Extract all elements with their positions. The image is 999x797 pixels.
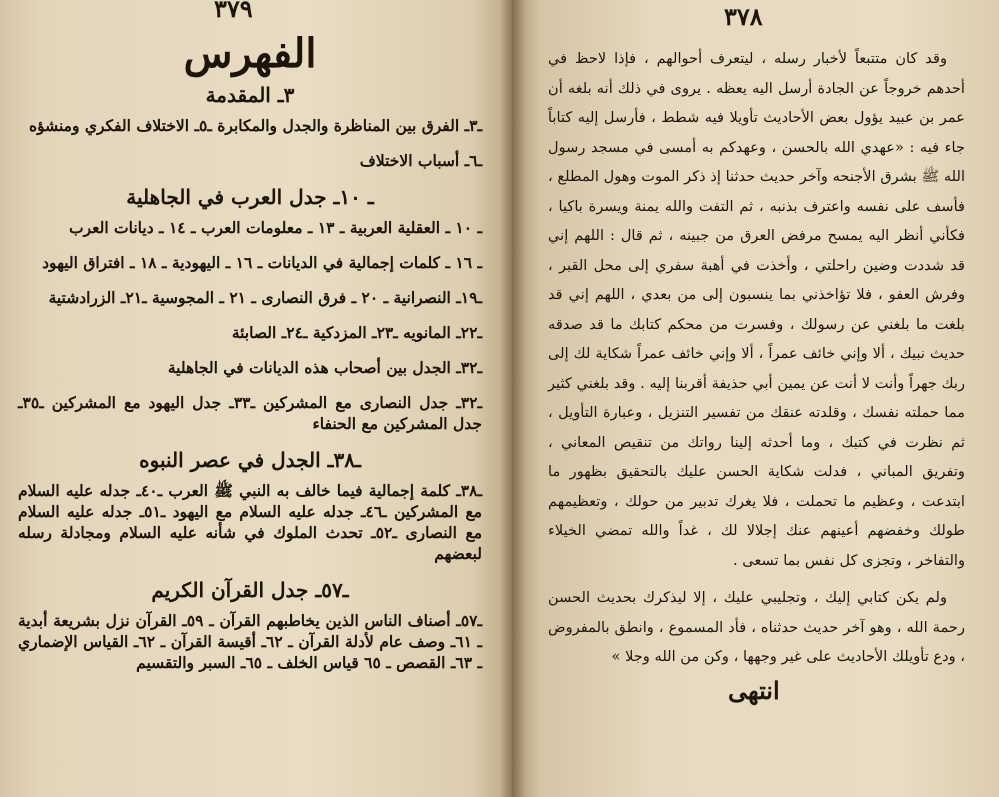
index-entry: ـ٥٧ـ أصناف الناس الذين يخاطبهم القرآن ـ ٥٩ـ القرآن نزل بشريعة أبدية ـ ٦١ـ وصف عام لأدلة القرآن ـ ٦٢ـ أقيسة القرآن ـ ٦٢ـ القياس الإضماري ـ ٦٣ـ القصص ـ ٦٥ قياس الخلف ـ ٦٥ـ السبر والتقسيم — [18, 611, 483, 672]
index-section-heading: ٣ـ المقدمة — [205, 83, 295, 107]
index-entry: ـ١٩ـ النصرانية ـ ٢٠ ـ فرق النصارى ـ ٢١ ـ المجوسية ـ٢١ـ الزرادشتية — [48, 288, 482, 307]
index-entry: ـ٣٢ـ جدل النصارى مع المشركين ـ٣٣ـ جدل اليهود مع المشركين ـ٣٥ـ جدل المشركين مع الحنفاء — [18, 393, 482, 433]
index-section-heading: ـ٥٧ـ جدل القرآن الكريم — [151, 578, 349, 602]
index-entry: ـ٣٢ـ الجدل بين أصحاب هذه الديانات في الجاهلية — [167, 358, 482, 377]
ending-word: انتهى — [728, 675, 780, 705]
page-number-right: ٣٧٨ — [724, 2, 763, 31]
index-section-heading: ـ ١٠ـ جدل العرب في الجاهلية — [126, 185, 374, 209]
index-entry: ـ٢٢ـ المانويه ـ٢٣ـ المزدكية ـ٢٤ـ الصابئة — [231, 323, 482, 342]
index-entry: ـ٣٨ـ كلمة إجمالية فيما خالف به النبي ﷺ العرب ـ٤٠ـ جدله عليه السلام مع المشركين ـ٤٦ـ جدله عليه السلام مع اليهود ـ٥١ـ جدله عليه السلام مع النصارى ـ٥٢ـ تحدث الملوك في شأنه عليه السلام ومجادلة رسله لبعضهم — [18, 481, 483, 563]
page-number-left: ٣٧٩ — [214, 0, 253, 23]
index-entry: ـ ١٠ ـ العقلية العربية ـ ١٣ ـ معلومات العرب ـ ١٤ ـ ديانات العرب — [69, 218, 482, 237]
index-title: الفهرس — [183, 30, 317, 77]
index-entry: ـ٦ـ أسباب الاختلاف — [359, 151, 482, 170]
index-list — [18, 83, 482, 673]
paragraph: ولم يكن كتابي إليك ، وتجليبي عليك ، إلا ليذكرك بحديث الحسن رحمة الله ، وهو آخر حديث حدثناه ، فأد المسموع ، وانطق بالمفروض ، ودع تأويلك الأحاديث على غير وجهها ، وكن من الله وجلا » — [548, 589, 965, 665]
text-page — [512, 0, 999, 797]
body-text — [548, 44, 965, 672]
index-section-heading: ـ٣٨ـ الجدل في عصر النبوه — [139, 448, 361, 472]
index-entry: ـ٣ـ الفرق بين المناظرة والجدل والمكابرة ـ٥ـ الاختلاف الفكري ومنشؤه — [29, 116, 482, 135]
paragraph: وقد كان متتبعاً لأخبار رسله ، ليتعرف أحوالهم ، فإذا لاحظ في أحدهم خروجاً عن الجادة أرسل اليه يعظه . يروى في ذلك أنه بلغه أن عمر بن عبيد يؤول بعض الأحاديث تأويلا فيه شطط ، فأرسل إليه كتاباً جاء فيه : «عهدي الله بالحسن ، وعهدكم به أمسى في مسجد رسول الله ﷺ بشرق الأجنحه وآخر حديث حدثنا إذ ذكر الموت وهول المطلع ، فأسف على نفسه واعترف بذنبه ، ثم التفت والله يمنة ويسرة باكيا ، فكأني أنظر اليه يمسح مرفض العرق من جبينه ، ثم قال : اللهم إني قد شددت وضين راحلتي ، وأخذت في أهبة سفري إلى محل القبر ، وفرش العفو ، فلا تؤاخذني بما ينسبون إلى من بعدي ، اللهم إني قد بلغت ما بلغني عن رسولك ، وفسرت من محكم كتابك ما قد صدقه حديث نبيك ، ألا وإني خائف عمراً ، ألا وإني خائف عمراً شكاية لك إلى ربك جهراً وأنت لا أنت عن يمين أبي حذيفة أقربنا إليه . وقد بلغني كثير مما حملته نفسك ، وقلدته عنقك من تفسير التنزيل ، وعبارة التأويل ، ثم نظرت في كتبك ، وما أحدثه إلينا رواتك من تنقيص المعاني ، وتفريق المباني ، فدلت شكاية الحسن عليك بالتحقيق بظهور ما ابتدعت ، وعظيم ما تحملت ، فلا يغرك تدبير من حولك ، وتعظيمهم طولك وخفضهم أعينهم عنك إجلالا لك ، غداً والله تمضي الخيلاء والتفاخر ، وتجزى كل نفس بما تسعى . — [548, 50, 965, 569]
index-entry: ـ ١٦ ـ كلمات إجمالية في الديانات ـ ١٦ ـ اليهودية ـ ١٨ ـ افتراق اليهود — [42, 253, 482, 272]
book-gutter — [500, 0, 526, 797]
